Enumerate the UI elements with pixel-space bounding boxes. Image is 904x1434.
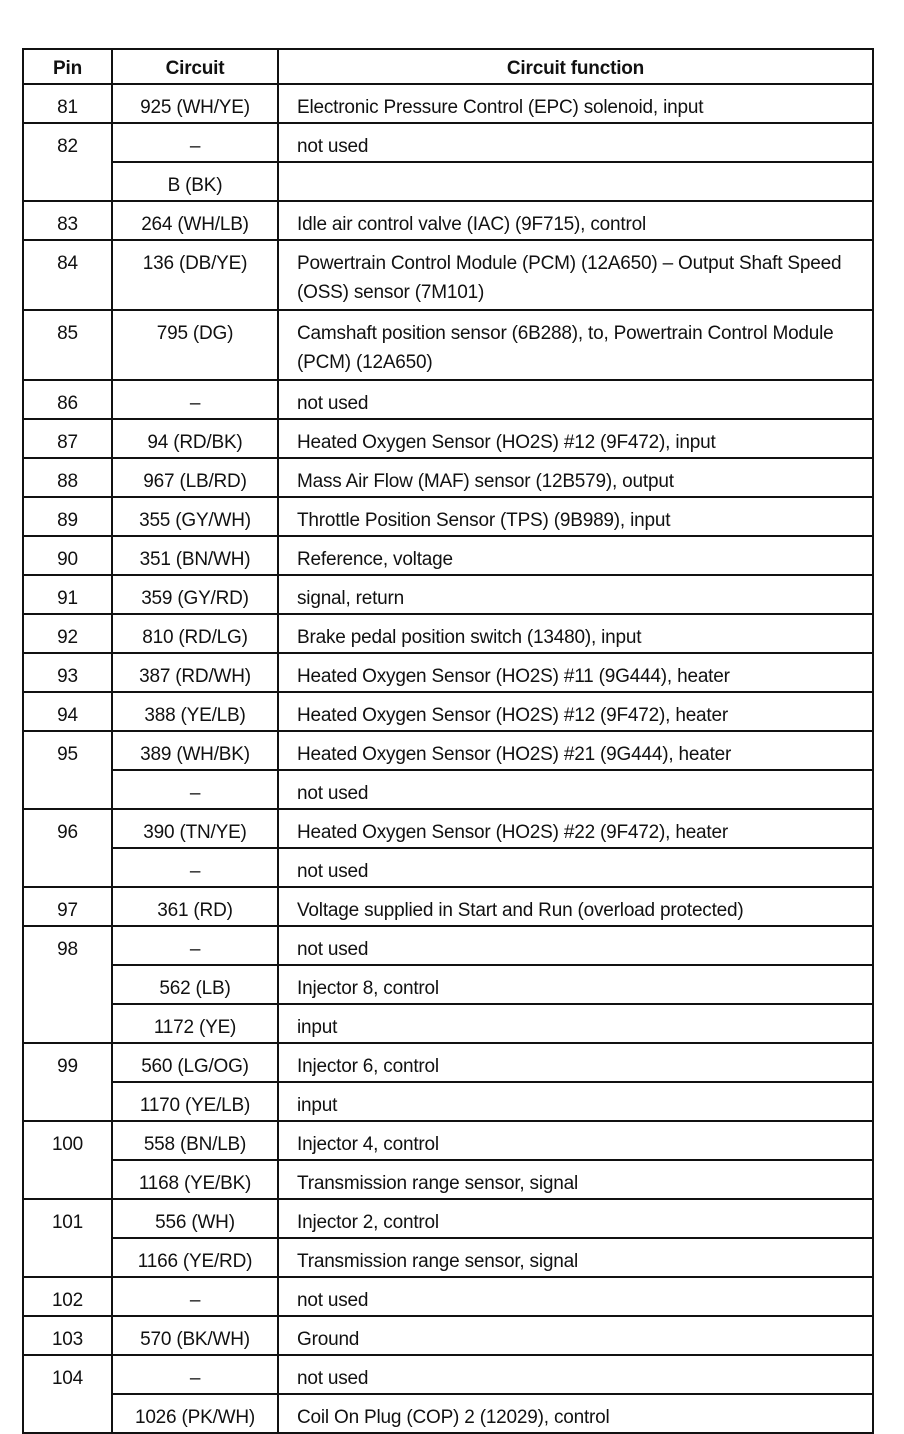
function-cell: input: [278, 1082, 873, 1121]
function-cell: not used: [278, 380, 873, 419]
circuit-cell: 355 (GY/WH): [112, 497, 278, 536]
circuit-cell: 1172 (YE): [112, 1004, 278, 1043]
function-cell: [278, 162, 873, 201]
function-cell: Transmission range sensor, signal: [278, 1160, 873, 1199]
table-row: [23, 84, 873, 123]
header-pin: Pin: [23, 49, 112, 84]
circuit-cell: –: [112, 1355, 278, 1394]
pin-cell: 100: [23, 1121, 112, 1199]
function-cell: input: [278, 1004, 873, 1043]
function-cell: Heated Oxygen Sensor (HO2S) #12 (9F472), input: [278, 419, 873, 458]
pin-cell: 89: [23, 497, 112, 536]
table-row: [23, 1355, 873, 1394]
pin-cell: 90: [23, 536, 112, 575]
table-row: [23, 848, 873, 887]
circuit-cell: –: [112, 123, 278, 162]
pin-cell: 91: [23, 575, 112, 614]
function-cell: Heated Oxygen Sensor (HO2S) #21 (9G444), heater: [278, 731, 873, 770]
pin-cell: 83: [23, 201, 112, 240]
function-cell: Transmission range sensor, signal: [278, 1238, 873, 1277]
table-row: [23, 692, 873, 731]
pin-cell: 94: [23, 692, 112, 731]
circuit-cell: 94 (RD/BK): [112, 419, 278, 458]
circuit-cell: 389 (WH/BK): [112, 731, 278, 770]
function-cell: Injector 2, control: [278, 1199, 873, 1238]
pin-cell: 87: [23, 419, 112, 458]
circuit-cell: 570 (BK/WH): [112, 1316, 278, 1355]
table-row: [23, 1004, 873, 1043]
circuit-cell: –: [112, 770, 278, 809]
pin-cell: 86: [23, 380, 112, 419]
function-cell: not used: [278, 1277, 873, 1316]
table-row: [23, 1199, 873, 1238]
table-row: [23, 614, 873, 653]
function-cell: Injector 6, control: [278, 1043, 873, 1082]
table-row: [23, 1082, 873, 1121]
table-row: [23, 731, 873, 770]
circuit-cell: –: [112, 380, 278, 419]
circuit-cell: 388 (YE/LB): [112, 692, 278, 731]
circuit-cell: 925 (WH/YE): [112, 84, 278, 123]
table-row: [23, 926, 873, 965]
pin-cell: 98: [23, 926, 112, 1043]
pin-cell: 85: [23, 310, 112, 380]
function-cell: not used: [278, 1355, 873, 1394]
circuit-cell: 556 (WH): [112, 1199, 278, 1238]
header-row: [23, 49, 873, 84]
table-row: [23, 575, 873, 614]
table-row: [23, 497, 873, 536]
pin-cell: 102: [23, 1277, 112, 1316]
circuit-cell: 562 (LB): [112, 965, 278, 1004]
function-cell: signal, return: [278, 575, 873, 614]
pin-cell: 103: [23, 1316, 112, 1355]
table-body: [23, 84, 873, 1433]
function-cell: not used: [278, 926, 873, 965]
pin-cell: 84: [23, 240, 112, 310]
circuit-cell: 1166 (YE/RD): [112, 1238, 278, 1277]
function-cell: Camshaft position sensor (6B288), to, Powertrain Control Module (PCM) (12A650): [278, 310, 873, 380]
circuit-cell: –: [112, 926, 278, 965]
table-row: [23, 1043, 873, 1082]
circuit-cell: B (BK): [112, 162, 278, 201]
table-row: [23, 162, 873, 201]
table-row: [23, 1160, 873, 1199]
circuit-cell: 810 (RD/LG): [112, 614, 278, 653]
circuit-cell: 351 (BN/WH): [112, 536, 278, 575]
circuit-cell: 967 (LB/RD): [112, 458, 278, 497]
circuit-cell: 1026 (PK/WH): [112, 1394, 278, 1433]
table-row: [23, 458, 873, 497]
table-row: [23, 1394, 873, 1433]
circuit-cell: 359 (GY/RD): [112, 575, 278, 614]
function-cell: Injector 4, control: [278, 1121, 873, 1160]
function-cell: Idle air control valve (IAC) (9F715), control: [278, 201, 873, 240]
function-cell: Powertrain Control Module (PCM) (12A650) – Output Shaft Speed (OSS) sensor (7M101): [278, 240, 873, 310]
circuit-cell: 1168 (YE/BK): [112, 1160, 278, 1199]
table-row: [23, 809, 873, 848]
table-row: [23, 201, 873, 240]
function-cell: Voltage supplied in Start and Run (overload protected): [278, 887, 873, 926]
table-row: [23, 123, 873, 162]
circuit-cell: 795 (DG): [112, 310, 278, 380]
header-function: Circuit function: [278, 49, 873, 84]
function-cell: not used: [278, 123, 873, 162]
function-cell: Injector 8, control: [278, 965, 873, 1004]
table-row: [23, 536, 873, 575]
function-cell: Ground: [278, 1316, 873, 1355]
circuit-cell: 558 (BN/LB): [112, 1121, 278, 1160]
function-cell: Heated Oxygen Sensor (HO2S) #22 (9F472), heater: [278, 809, 873, 848]
table-row: [23, 240, 873, 310]
function-cell: Electronic Pressure Control (EPC) solenoid, input: [278, 84, 873, 123]
pin-cell: 93: [23, 653, 112, 692]
circuit-cell: 264 (WH/LB): [112, 201, 278, 240]
circuit-cell: –: [112, 1277, 278, 1316]
function-cell: Coil On Plug (COP) 2 (12029), control: [278, 1394, 873, 1433]
pin-cell: 96: [23, 809, 112, 887]
pin-cell: 92: [23, 614, 112, 653]
pin-circuit-table: [22, 48, 874, 1434]
circuit-cell: –: [112, 848, 278, 887]
function-cell: Heated Oxygen Sensor (HO2S) #11 (9G444), heater: [278, 653, 873, 692]
table-row: [23, 1238, 873, 1277]
pin-cell: 95: [23, 731, 112, 809]
pin-cell: 88: [23, 458, 112, 497]
function-cell: not used: [278, 770, 873, 809]
pin-cell: 101: [23, 1199, 112, 1277]
circuit-cell: 560 (LG/OG): [112, 1043, 278, 1082]
table-row: [23, 653, 873, 692]
pin-cell: 99: [23, 1043, 112, 1121]
table-row: [23, 1316, 873, 1355]
table-row: [23, 965, 873, 1004]
table-row: [23, 310, 873, 380]
function-cell: Throttle Position Sensor (TPS) (9B989), input: [278, 497, 873, 536]
function-cell: Heated Oxygen Sensor (HO2S) #12 (9F472), heater: [278, 692, 873, 731]
circuit-cell: 1170 (YE/LB): [112, 1082, 278, 1121]
function-cell: Brake pedal position switch (13480), input: [278, 614, 873, 653]
table-row: [23, 887, 873, 926]
table-row: [23, 1121, 873, 1160]
table-row: [23, 380, 873, 419]
pin-cell: 81: [23, 84, 112, 123]
function-cell: Reference, voltage: [278, 536, 873, 575]
header-circuit: Circuit: [112, 49, 278, 84]
table-row: [23, 419, 873, 458]
table-row: [23, 770, 873, 809]
pin-cell: 97: [23, 887, 112, 926]
function-cell: not used: [278, 848, 873, 887]
circuit-cell: 387 (RD/WH): [112, 653, 278, 692]
table-row: [23, 1277, 873, 1316]
pin-cell: 82: [23, 123, 112, 201]
circuit-cell: 136 (DB/YE): [112, 240, 278, 310]
pin-cell: 104: [23, 1355, 112, 1433]
circuit-cell: 390 (TN/YE): [112, 809, 278, 848]
function-cell: Mass Air Flow (MAF) sensor (12B579), output: [278, 458, 873, 497]
circuit-cell: 361 (RD): [112, 887, 278, 926]
